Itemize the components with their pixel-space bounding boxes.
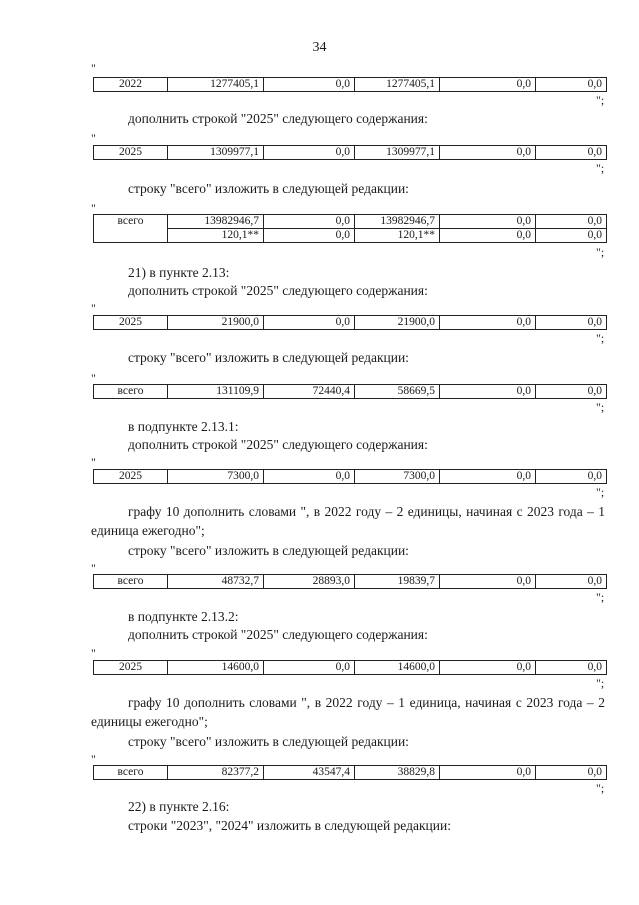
paragraph-total-edit: строку "всего" изложить в следующей редакции:	[128, 734, 409, 749]
cell: 82377,2	[168, 766, 264, 780]
quote-close: ";	[596, 331, 605, 345]
cell: 14600,0	[168, 661, 264, 675]
cell: 0,0	[440, 229, 536, 243]
page-number: 34	[312, 40, 327, 55]
paragraph-add-2025: дополнить строкой "2025" следующего содержания:	[128, 111, 428, 126]
table-row-2025	[93, 660, 607, 675]
cell: 0,0	[264, 229, 355, 243]
cell: 48732,7	[168, 575, 264, 589]
paragraph-rows-2023-2024: строки "2023", "2024" изложить в следующей редакции:	[128, 818, 451, 833]
cell: 14600,0	[355, 661, 440, 675]
paragraph-graph10: графу 10 дополнить словами ", в 2022 году – 1 единица, начиная с 2023 года – 2 единицы ежегодно";	[91, 695, 605, 729]
cell: 21900,0	[355, 316, 440, 330]
table-row-total	[93, 765, 607, 780]
quote-mark: "	[91, 301, 96, 315]
table-row-2025	[93, 469, 607, 484]
cell: 7300,0	[168, 470, 264, 484]
cell: 0,0	[264, 470, 355, 484]
cell: 0,0	[536, 385, 607, 399]
cell: 13982946,7	[355, 215, 440, 229]
cell: 0,0	[440, 78, 536, 92]
paragraph-item-22: 22) в пункте 2.16:	[128, 799, 230, 814]
quote-mark: "	[91, 371, 96, 385]
cell: 0,0	[264, 316, 355, 330]
quote-close: ";	[596, 485, 605, 499]
cell: 0,0	[536, 575, 607, 589]
cell: 0,0	[536, 146, 607, 160]
cell: 1277405,1	[168, 78, 264, 92]
quote-mark: "	[91, 131, 96, 145]
cell: 2025	[94, 146, 168, 160]
cell: 0,0	[264, 215, 355, 229]
table-row-2022	[93, 77, 607, 92]
cell: 0,0	[264, 146, 355, 160]
cell: 72440,4	[264, 385, 355, 399]
paragraph-add-2025: дополнить строкой "2025" следующего содержания:	[128, 437, 428, 452]
cell: 0,0	[264, 661, 355, 675]
quote-close: ";	[596, 93, 605, 107]
quote-mark: "	[91, 752, 96, 766]
paragraph-item-21: 21) в пункте 2.13:	[128, 265, 230, 280]
cell: 2022	[94, 78, 168, 92]
cell: 0,0	[440, 661, 536, 675]
quote-close: ";	[596, 400, 605, 414]
cell: 21900,0	[168, 316, 264, 330]
cell: 0,0	[536, 766, 607, 780]
cell: 0,0	[536, 215, 607, 229]
cell: 2025	[94, 316, 168, 330]
cell: 0,0	[536, 470, 607, 484]
cell: 0,0	[536, 78, 607, 92]
cell: всего	[94, 385, 168, 399]
quote-mark: "	[91, 561, 96, 575]
cell: 58669,5	[355, 385, 440, 399]
paragraph-add-2025: дополнить строкой "2025" следующего содержания:	[128, 627, 428, 642]
cell: 0,0	[440, 385, 536, 399]
paragraph-total-edit: строку "всего" изложить в следующей редакции:	[128, 181, 409, 196]
paragraph-sub-2131: в подпункте 2.13.1:	[128, 419, 239, 434]
cell: 1277405,1	[355, 78, 440, 92]
table-row-total	[93, 214, 607, 243]
cell: 120,1**	[168, 229, 264, 243]
quote-close: ";	[596, 161, 605, 175]
cell: 0,0	[536, 661, 607, 675]
quote-close: ";	[596, 590, 605, 604]
cell: 28893,0	[264, 575, 355, 589]
cell: 0,0	[536, 316, 607, 330]
cell: всего	[94, 575, 168, 589]
paragraph-graph10: графу 10 дополнить словами ", в 2022 году – 2 единицы, начиная с 2023 года – 1 единица ежегодно";	[91, 504, 605, 538]
cell: всего	[94, 766, 168, 780]
quote-mark: "	[91, 61, 96, 75]
cell: 43547,4	[264, 766, 355, 780]
cell: 120,1**	[355, 229, 440, 243]
cell: 0,0	[440, 316, 536, 330]
quote-mark: "	[91, 455, 96, 469]
cell: 0,0	[440, 766, 536, 780]
cell: 1309977,1	[168, 146, 264, 160]
paragraph-total-edit: строку "всего" изложить в следующей редакции:	[128, 350, 409, 365]
table-row-2025	[93, 315, 607, 330]
cell: всего	[94, 215, 168, 243]
table-row-total	[93, 574, 607, 589]
cell: 0,0	[440, 575, 536, 589]
cell: 2025	[94, 661, 168, 675]
cell: 1309977,1	[355, 146, 440, 160]
cell: 0,0	[440, 470, 536, 484]
quote-mark: "	[91, 646, 96, 660]
cell: 2025	[94, 470, 168, 484]
table-row-2025	[93, 145, 607, 160]
cell: 38829,8	[355, 766, 440, 780]
paragraph-add-2025: дополнить строкой "2025" следующего содержания:	[128, 283, 428, 298]
cell: 0,0	[264, 78, 355, 92]
quote-mark: "	[91, 201, 96, 215]
cell: 19839,7	[355, 575, 440, 589]
paragraph-total-edit: строку "всего" изложить в следующей редакции:	[128, 543, 409, 558]
cell: 0,0	[440, 215, 536, 229]
cell: 0,0	[536, 229, 607, 243]
cell: 7300,0	[355, 470, 440, 484]
quote-close: ";	[596, 245, 605, 259]
table-row-total	[93, 384, 607, 399]
cell: 131109,9	[168, 385, 264, 399]
cell: 0,0	[440, 146, 536, 160]
paragraph-sub-2132: в подпункте 2.13.2:	[128, 609, 239, 624]
quote-close: ";	[596, 676, 605, 690]
quote-close: ";	[596, 781, 605, 795]
cell: 13982946,7	[168, 215, 264, 229]
